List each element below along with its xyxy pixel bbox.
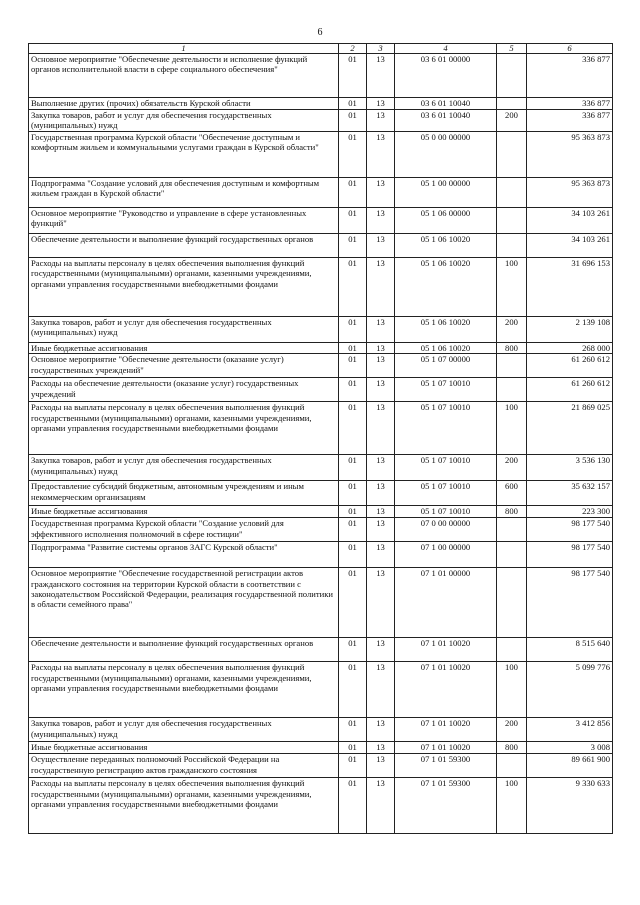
row-amount-cell: 8 515 640 [527, 638, 613, 662]
budget-table [28, 43, 613, 834]
row-section-cell: 01 [339, 54, 367, 98]
table-row [29, 378, 613, 402]
header-row [29, 44, 613, 54]
row-section-cell: 01 [339, 402, 367, 455]
row-target-article-cell: 05 1 06 10020 [395, 343, 497, 354]
row-subsection-cell: 13 [367, 378, 395, 402]
row-section-cell: 01 [339, 754, 367, 778]
row-target-article-cell: 05 1 06 10020 [395, 258, 497, 317]
header-cell-5: 5 [497, 44, 527, 54]
row-name-cell: Расходы на выплаты персоналу в целях обеспечения выполнения функций государственными (муниципальными) органами, казенными учреждениями, органами управления государственными внебюджетными фондами [29, 662, 339, 718]
row-target-article-cell: 07 1 00 00000 [395, 542, 497, 568]
row-section-cell: 01 [339, 378, 367, 402]
row-expense-type-cell [497, 542, 527, 568]
row-section-cell: 01 [339, 455, 367, 481]
row-section-cell: 01 [339, 208, 367, 234]
table-row [29, 542, 613, 568]
row-amount-cell: 98 177 540 [527, 542, 613, 568]
row-section-cell: 01 [339, 568, 367, 638]
row-target-article-cell: 05 1 07 10010 [395, 402, 497, 455]
row-name-cell: Иные бюджетные ассигнования [29, 742, 339, 754]
row-name-cell: Подпрограмма "Развитие системы органов ЗАГС Курской области" [29, 542, 339, 568]
row-name-cell: Иные бюджетные ассигнования [29, 506, 339, 518]
row-expense-type-cell [497, 638, 527, 662]
row-section-cell: 01 [339, 317, 367, 343]
row-target-article-cell: 05 1 07 10010 [395, 378, 497, 402]
row-amount-cell: 34 103 261 [527, 208, 613, 234]
row-subsection-cell: 13 [367, 742, 395, 754]
row-target-article-cell: 03 6 01 10040 [395, 98, 497, 110]
row-amount-cell: 336 877 [527, 110, 613, 132]
row-expense-type-cell: 200 [497, 455, 527, 481]
row-target-article-cell: 05 1 07 10010 [395, 481, 497, 506]
row-target-article-cell: 07 1 01 10020 [395, 718, 497, 742]
row-target-article-cell: 07 1 01 59300 [395, 778, 497, 834]
row-name-cell: Выполнение других (прочих) обязательств Курской области [29, 98, 339, 110]
row-section-cell: 01 [339, 506, 367, 518]
table-row [29, 718, 613, 742]
row-subsection-cell: 13 [367, 542, 395, 568]
row-target-article-cell: 07 1 01 59300 [395, 754, 497, 778]
row-amount-cell: 268 000 [527, 343, 613, 354]
row-subsection-cell: 13 [367, 354, 395, 378]
row-target-article-cell: 07 1 01 10020 [395, 742, 497, 754]
header-cell-4: 4 [395, 44, 497, 54]
row-expense-type-cell: 200 [497, 317, 527, 343]
row-expense-type-cell: 100 [497, 662, 527, 718]
row-expense-type-cell: 100 [497, 778, 527, 834]
page-number: 6 [317, 27, 323, 38]
table-row [29, 343, 613, 354]
row-section-cell: 01 [339, 638, 367, 662]
row-amount-cell: 34 103 261 [527, 234, 613, 258]
table-row [29, 258, 613, 317]
row-amount-cell: 5 099 776 [527, 662, 613, 718]
row-section-cell: 01 [339, 343, 367, 354]
row-amount-cell: 95 363 873 [527, 132, 613, 178]
row-subsection-cell: 13 [367, 343, 395, 354]
row-target-article-cell: 03 6 01 00000 [395, 54, 497, 98]
row-subsection-cell: 13 [367, 568, 395, 638]
row-subsection-cell: 13 [367, 98, 395, 110]
row-subsection-cell: 13 [367, 208, 395, 234]
row-amount-cell: 98 177 540 [527, 518, 613, 542]
row-subsection-cell: 13 [367, 518, 395, 542]
row-subsection-cell: 13 [367, 132, 395, 178]
row-amount-cell: 336 877 [527, 98, 613, 110]
row-target-article-cell: 05 1 06 10020 [395, 234, 497, 258]
row-target-article-cell: 05 1 06 10020 [395, 317, 497, 343]
table-row [29, 208, 613, 234]
row-expense-type-cell [497, 132, 527, 178]
row-target-article-cell: 05 1 07 00000 [395, 354, 497, 378]
table-row [29, 455, 613, 481]
row-section-cell: 01 [339, 662, 367, 718]
row-target-article-cell: 05 1 07 10010 [395, 455, 497, 481]
row-subsection-cell: 13 [367, 638, 395, 662]
table-row [29, 132, 613, 178]
row-target-article-cell: 05 1 00 00000 [395, 178, 497, 208]
row-subsection-cell: 13 [367, 754, 395, 778]
row-amount-cell: 9 330 633 [527, 778, 613, 834]
row-amount-cell: 21 869 025 [527, 402, 613, 455]
row-expense-type-cell [497, 178, 527, 208]
table-row [29, 354, 613, 378]
row-name-cell: Расходы на обеспечение деятельности (оказание услуг) государственных учреждений [29, 378, 339, 402]
row-subsection-cell: 13 [367, 258, 395, 317]
row-amount-cell: 3 536 130 [527, 455, 613, 481]
row-expense-type-cell [497, 354, 527, 378]
row-amount-cell: 89 661 900 [527, 754, 613, 778]
row-subsection-cell: 13 [367, 481, 395, 506]
row-expense-type-cell: 800 [497, 506, 527, 518]
row-section-cell: 01 [339, 354, 367, 378]
row-amount-cell: 3 008 [527, 742, 613, 754]
header-cell-6: 6 [527, 44, 613, 54]
row-name-cell: Расходы на выплаты персоналу в целях обеспечения выполнения функций государственными (муниципальными) органами, казенными учреждениями, органами управления государственными внебюджетными фондами [29, 778, 339, 834]
row-name-cell: Осуществление переданных полномочий Российской Федерации на государственную регистрацию актов гражданского состояния [29, 754, 339, 778]
table-row [29, 754, 613, 778]
row-target-article-cell: 07 1 01 10020 [395, 638, 497, 662]
row-amount-cell: 336 877 [527, 54, 613, 98]
row-name-cell: Закупка товаров, работ и услуг для обеспечения государственных (муниципальных) нужд [29, 317, 339, 343]
table-row [29, 518, 613, 542]
row-section-cell: 01 [339, 718, 367, 742]
table-row [29, 481, 613, 506]
row-name-cell: Предоставление субсидий бюджетным, автономным учреждениям и иным некоммерческим организациям [29, 481, 339, 506]
row-expense-type-cell: 100 [497, 258, 527, 317]
row-section-cell: 01 [339, 234, 367, 258]
row-expense-type-cell: 200 [497, 110, 527, 132]
row-name-cell: Закупка товаров, работ и услуг для обеспечения государственных (муниципальных) нужд [29, 718, 339, 742]
row-expense-type-cell [497, 54, 527, 98]
row-amount-cell: 95 363 873 [527, 178, 613, 208]
row-name-cell: Обеспечение деятельности и выполнение функций государственных органов [29, 234, 339, 258]
table-row [29, 506, 613, 518]
table-row [29, 742, 613, 754]
row-name-cell: Государственная программа Курской области "Обеспечение доступным и комфортным жильем и коммунальными услугами граждан в Курской области" [29, 132, 339, 178]
row-amount-cell: 3 412 856 [527, 718, 613, 742]
row-name-cell: Иные бюджетные ассигнования [29, 343, 339, 354]
row-name-cell: Закупка товаров, работ и услуг для обеспечения государственных (муниципальных) нужд [29, 110, 339, 132]
row-expense-type-cell: 800 [497, 343, 527, 354]
row-target-article-cell: 05 1 06 00000 [395, 208, 497, 234]
row-section-cell: 01 [339, 132, 367, 178]
row-subsection-cell: 13 [367, 54, 395, 98]
table-row [29, 178, 613, 208]
row-subsection-cell: 13 [367, 662, 395, 718]
row-subsection-cell: 13 [367, 778, 395, 834]
table-row [29, 638, 613, 662]
row-subsection-cell: 13 [367, 317, 395, 343]
row-expense-type-cell [497, 98, 527, 110]
table-row [29, 234, 613, 258]
table-row [29, 778, 613, 834]
row-expense-type-cell [497, 208, 527, 234]
table-row [29, 402, 613, 455]
row-expense-type-cell: 200 [497, 718, 527, 742]
row-target-article-cell: 07 1 01 10020 [395, 662, 497, 718]
table-row [29, 568, 613, 638]
row-expense-type-cell: 100 [497, 402, 527, 455]
row-section-cell: 01 [339, 742, 367, 754]
row-amount-cell: 61 260 612 [527, 354, 613, 378]
row-name-cell: Расходы на выплаты персоналу в целях обеспечения выполнения функций государственными (муниципальными) органами, казенными учреждениями, органами управления государственными внебюджетными фондами [29, 258, 339, 317]
row-name-cell: Основное мероприятие "Обеспечение деятельности и исполнение функций органов исполнительной власти в сфере социального обеспечения" [29, 54, 339, 98]
row-expense-type-cell [497, 518, 527, 542]
row-expense-type-cell [497, 754, 527, 778]
row-section-cell: 01 [339, 110, 367, 132]
row-expense-type-cell [497, 234, 527, 258]
row-target-article-cell: 05 1 07 10010 [395, 506, 497, 518]
row-name-cell: Подпрограмма "Создание условий для обеспечения доступным и комфортным жильем граждан в Курской области" [29, 178, 339, 208]
row-name-cell: Основное мероприятие "Обеспечение государственной регистрации актов гражданского состояния на территории Курской области в соответствии с законодательством Российской Федерации, реализация государственной политики в области семейного права" [29, 568, 339, 638]
row-name-cell: Государственная программа Курской области "Создание условий для эффективного исполнения полномочий в сфере юстиции" [29, 518, 339, 542]
table-row [29, 54, 613, 98]
table-row [29, 110, 613, 132]
row-amount-cell: 61 260 612 [527, 378, 613, 402]
row-name-cell: Расходы на выплаты персоналу в целях обеспечения выполнения функций государственными (муниципальными) органами, казенными учреждениями, органами управления государственными внебюджетными фондами [29, 402, 339, 455]
table-row [29, 662, 613, 718]
row-amount-cell: 98 177 540 [527, 568, 613, 638]
row-subsection-cell: 13 [367, 455, 395, 481]
row-name-cell: Закупка товаров, работ и услуг для обеспечения государственных (муниципальных) нужд [29, 455, 339, 481]
row-section-cell: 01 [339, 481, 367, 506]
row-expense-type-cell [497, 568, 527, 638]
row-subsection-cell: 13 [367, 110, 395, 132]
row-section-cell: 01 [339, 518, 367, 542]
header-cell-1: 1 [29, 44, 339, 54]
row-subsection-cell: 13 [367, 402, 395, 455]
row-amount-cell: 35 632 157 [527, 481, 613, 506]
row-expense-type-cell: 600 [497, 481, 527, 506]
header-cell-3: 3 [367, 44, 395, 54]
row-name-cell: Обеспечение деятельности и выполнение функций государственных органов [29, 638, 339, 662]
row-target-article-cell: 03 6 01 10040 [395, 110, 497, 132]
header-cell-2: 2 [339, 44, 367, 54]
row-section-cell: 01 [339, 542, 367, 568]
row-section-cell: 01 [339, 98, 367, 110]
row-subsection-cell: 13 [367, 506, 395, 518]
row-name-cell: Основное мероприятие "Руководство и управление в сфере установленных функций" [29, 208, 339, 234]
row-subsection-cell: 13 [367, 718, 395, 742]
row-expense-type-cell: 800 [497, 742, 527, 754]
row-section-cell: 01 [339, 778, 367, 834]
row-amount-cell: 223 300 [527, 506, 613, 518]
row-amount-cell: 31 696 153 [527, 258, 613, 317]
row-subsection-cell: 13 [367, 178, 395, 208]
row-section-cell: 01 [339, 258, 367, 317]
row-section-cell: 01 [339, 178, 367, 208]
table-row [29, 98, 613, 110]
row-target-article-cell: 07 1 01 00000 [395, 568, 497, 638]
row-target-article-cell: 05 0 00 00000 [395, 132, 497, 178]
row-name-cell: Основное мероприятие "Обеспечение деятельности (оказание услуг) государственных учреждений" [29, 354, 339, 378]
row-subsection-cell: 13 [367, 234, 395, 258]
row-expense-type-cell [497, 378, 527, 402]
row-amount-cell: 2 139 108 [527, 317, 613, 343]
row-target-article-cell: 07 0 00 00000 [395, 518, 497, 542]
table-row [29, 317, 613, 343]
